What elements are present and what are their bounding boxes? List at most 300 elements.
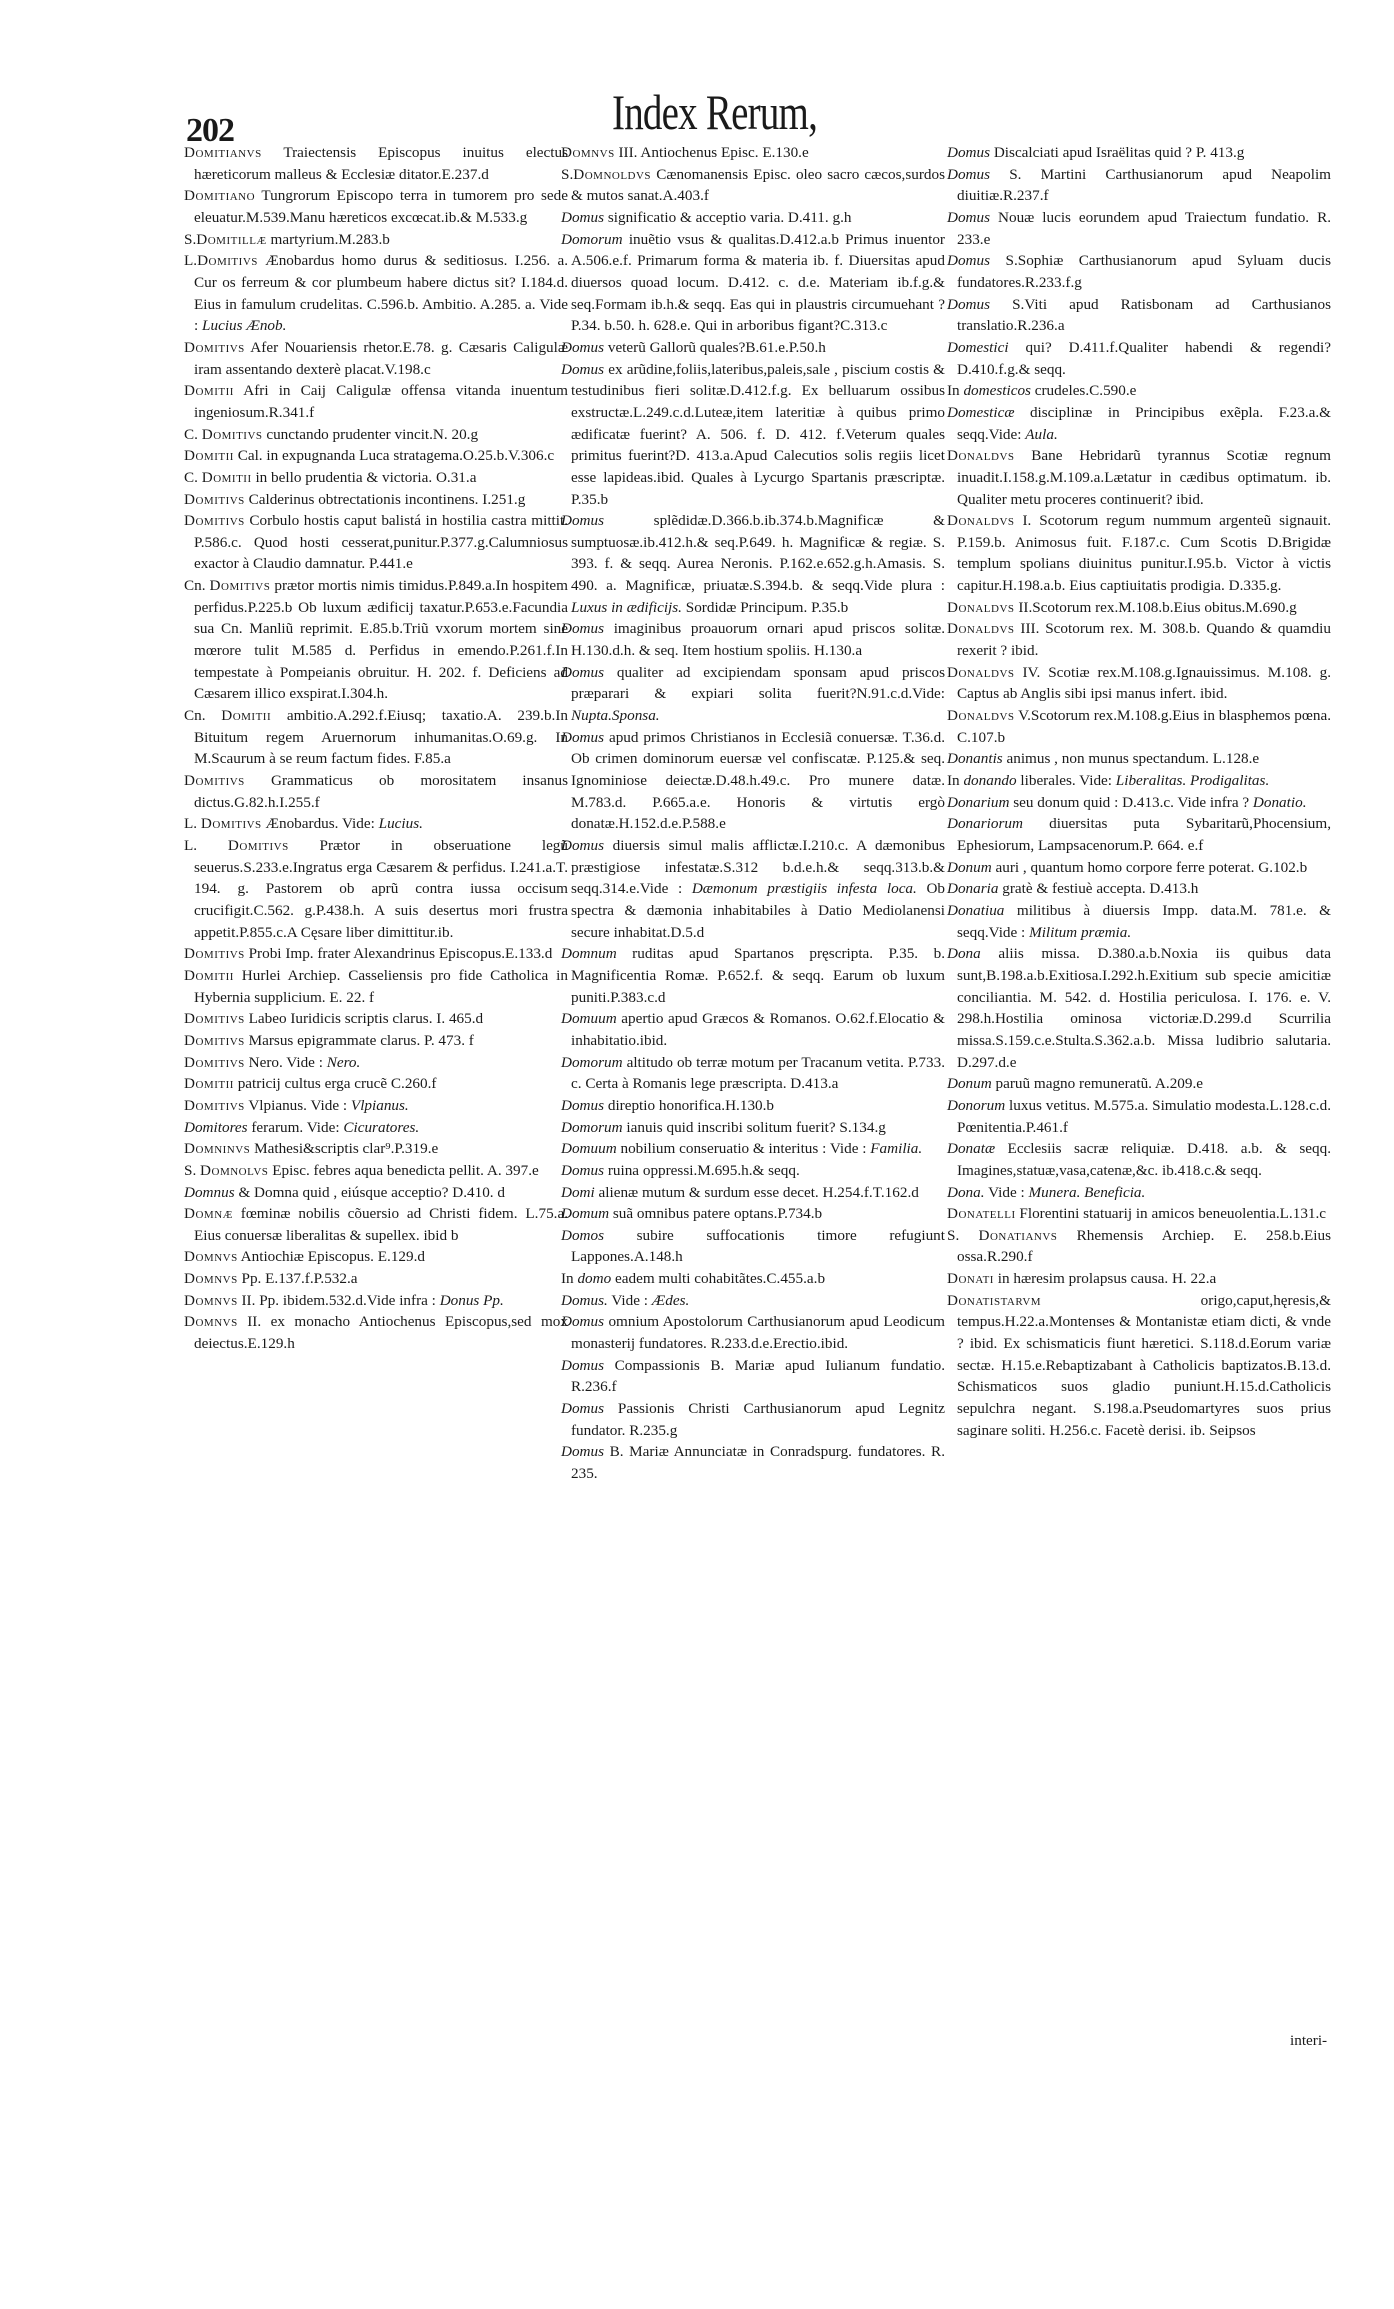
entry-text: Ecclesiis sacræ reliquiæ. D.418. a.b. & seqq. Imagines,statuæ,vasa,catenæ,&c. ib.418.c.& seqq. [957, 1140, 1331, 1179]
entry-headword: Domus [561, 620, 605, 638]
entry-text: qualiter ad excipiendam sponsam apud priscos præparari & expiari solita fuerit?N.91.c.d.Vide: [571, 663, 945, 703]
entry-headword: Domitivs [201, 425, 263, 443]
entry-cross-reference: Cicuratores. [343, 1118, 420, 1136]
entry-text: martyrium.M.283.b [266, 230, 390, 248]
entry-headword: Donantis [947, 750, 1003, 768]
entry-text: S. [184, 230, 197, 248]
entry-text: significatio & acceptio varia. D.411. g.h [604, 208, 852, 226]
index-entry [947, 857, 1331, 879]
entry-headword: Domus [561, 208, 605, 226]
index-entry [947, 1203, 1331, 1225]
entry-headword: Domitivs [184, 1053, 245, 1071]
entry-headword: Donaldvs [947, 512, 1015, 530]
index-entry [561, 618, 945, 661]
entry-text: In [947, 772, 964, 790]
entry-headword: Donum [947, 1075, 992, 1093]
entry-text: III. Scotorum rex. M. 308.b. Quando & quamdiu rexerit ? ibid. [957, 620, 1331, 660]
index-entry [561, 1117, 945, 1139]
entry-headword: Domus [561, 728, 605, 746]
entry-text: Ob spectra & dæmonia inhabitabiles à Datio Mediolanensi secure inhabitat.D.5.d [571, 880, 945, 941]
index-entry [947, 402, 1331, 445]
index-entry [184, 705, 568, 770]
entry-headword: Domnvs [184, 1313, 238, 1331]
entry-text: cunctando prudenter vincit.N. 20.g [262, 425, 479, 443]
index-entry [947, 510, 1331, 597]
entry-text: luxus vetitus. M.575.a. Simulatio modesta.L.128.c.d. Pœnitentia.P.461.f [957, 1096, 1331, 1136]
index-entry [947, 337, 1331, 380]
entry-text: ianuis quid inscribi solitum fuerit? S.134.g [622, 1118, 886, 1136]
entry-text: ferarum. Vide: [247, 1118, 344, 1136]
index-entry [561, 1398, 945, 1441]
entry-cross-reference: Lucius. [378, 815, 423, 833]
entry-text: Traiectensis Episcopus inuitus electus hæreticorum malleus & Ecclesiæ ditator.E.237.d [194, 144, 568, 183]
entry-headword: donando [963, 772, 1017, 790]
index-entry [184, 1160, 568, 1182]
entry-headword: Domitii [184, 966, 234, 984]
entry-headword: Domitivs [184, 512, 245, 530]
entry-text: Marsus epigrammate clarus. P. 473. f [244, 1031, 474, 1049]
entry-headword: domo [577, 1270, 612, 1288]
index-entry [184, 835, 568, 943]
index-entry [184, 380, 568, 423]
entry-text: crudeles.C.590.e [1030, 382, 1137, 400]
entry-text: Florentini statuarij in amicos beneuolentia.L.131.c [1015, 1205, 1327, 1223]
entry-headword: Domus [947, 165, 991, 183]
entry-headword: Domitivs [184, 772, 245, 790]
entry-headword: Domus [561, 1400, 605, 1418]
entry-headword: Domitivs [197, 252, 258, 270]
index-entry [561, 1441, 945, 1484]
entry-headword: Domitii [184, 382, 234, 400]
entry-headword: Domnum [561, 945, 617, 963]
index-entry [184, 250, 568, 337]
index-column-1 [184, 142, 568, 1355]
entry-text: splẽdidæ.D.366.b.ib.374.b.Magnificæ & sumptuosæ.ib.412.h.& seq.P.649. h. Magnificæ & regiæ. S. 393. f. & seqq. Aurea Neronis. P.162.e.652.g.h.Amasis. S. 490. a. Magnificæ, priuatæ.S.394.b. & seqq.Vide plura : [571, 512, 945, 595]
entry-text: Afri in Caij Caligulæ offensa vitanda inuentum ingeniosum.R.341.f [194, 382, 568, 421]
index-entry [561, 662, 945, 727]
entry-headword: Donaldvs [947, 620, 1015, 638]
entry-headword: Domnvs [184, 1270, 238, 1288]
entry-headword: Domi [561, 1183, 595, 1201]
entry-text: In [561, 1270, 578, 1288]
entry-headword: Domus. [561, 1291, 608, 1309]
entry-text: & Domna quid , eiúsque acceptio? D.410. d [234, 1183, 505, 1201]
entry-text: fœminæ nobilis cõuersio ad Christi fidem. L.75.a. Eius conuersæ liberalitas & supellex. ibid b [194, 1205, 568, 1244]
index-entry [947, 662, 1331, 705]
entry-text: S.Viti apud Ratisbonam ad Carthusianos translatio.R.236.a [957, 295, 1331, 335]
index-entry [947, 705, 1331, 748]
entry-text: paruũ magno remuneratũ. A.209.e [991, 1075, 1204, 1093]
entry-text: Corbulo hostis caput balistá in hostilia castra mittit. P.586.c. Quod hosti cesserat,punitur.P.377.g.Calumniosus exactor à Claudio damnatur. P.441.e [194, 512, 568, 573]
entry-text: III. Antiochenus Episc. E.130.e [614, 144, 809, 161]
index-entry [561, 727, 945, 835]
entry-headword: Domitii [201, 468, 252, 486]
entry-text: Nero. Vide : [244, 1053, 327, 1071]
entry-headword: Domitivs [184, 1031, 245, 1049]
entry-headword: Domus [947, 144, 991, 161]
index-entry [947, 1073, 1331, 1095]
index-entry [184, 467, 568, 489]
entry-headword: Domum [561, 1205, 610, 1223]
index-entry [184, 142, 568, 185]
entry-text: Prætor in obseruatione legũ seuerus.S.233.e.Ingratus erga Cæsarem & perfidus. I.241.a.T. 194. g. Pastorem ob aprũ contra iussa occisum crucifigit.C.562. g.P.438.h. A suis desertus mori frustra appetit.P.855.c.A Cęsare liber dimittitur.ib. [194, 837, 568, 941]
index-entry [184, 1008, 568, 1030]
entry-headword: Domitivs [184, 1096, 245, 1114]
entry-text: Passionis Christi Carthusianorum apud Legnitz fundator. R.235.g [571, 1400, 945, 1439]
index-entry [184, 1052, 568, 1074]
entry-text: S. Martini Carthusianorum apud Neapolim diuitiæ.R.237.f [957, 165, 1331, 205]
index-entry [947, 380, 1331, 402]
entry-headword: Dona [947, 945, 981, 963]
entry-headword: Domnvs [184, 1291, 238, 1309]
entry-text: II. ex monacho Antiochenus Episcopus,sed mox deiectus.E.129.h [194, 1313, 568, 1353]
entry-headword: Domnus [184, 1183, 235, 1201]
entry-headword: Domus [561, 1161, 605, 1179]
index-entry [184, 424, 568, 446]
index-entry [561, 1138, 945, 1160]
entry-headword: Domitivs [184, 490, 245, 508]
entry-cross-reference: Luxus in ædificijs. [571, 598, 682, 616]
entry-headword: Donarium [947, 793, 1010, 811]
entry-text: omnium Apostolorum Carthusianorum apud Leodicum monasterij fundatores. R.233.d.e.Erectio.ibid. [571, 1313, 945, 1353]
index-entry [947, 943, 1331, 1073]
entry-headword: Domus [561, 1096, 605, 1114]
entry-headword: Domitii [184, 1075, 234, 1093]
entry-text: L. [184, 252, 198, 270]
entry-text: Ænobardus. Vide: [261, 815, 379, 833]
entry-text: eadem multi cohabitãtes.C.455.a.b [611, 1270, 826, 1288]
index-entry [184, 445, 568, 467]
index-entry [184, 943, 568, 965]
entry-text: animus , non munus spectandum. L.128.e [1002, 750, 1260, 768]
entry-cross-reference: Dæmonum præstigiis infesta loca. [691, 880, 917, 898]
entry-headword: Domus [561, 512, 605, 530]
index-entry [561, 510, 945, 618]
entry-text: in bello prudentia & victoria. O.31.a [251, 468, 477, 486]
index-entry [561, 229, 945, 337]
entry-cross-reference: Militum præmia. [1029, 923, 1132, 941]
index-column-2 [561, 142, 945, 1485]
index-entry [561, 1268, 945, 1290]
entry-text: Pp. E.137.f.P.532.a [237, 1270, 358, 1288]
index-entry [947, 1138, 1331, 1181]
entry-text: V.Scotorum rex.M.108.g.Eius in blasphemos pœna. C.107.b [957, 707, 1331, 746]
entry-headword: Domuum [561, 1010, 617, 1028]
entry-text: alienæ mutum & surdum esse decet. H.254.f.T.162.d [594, 1183, 919, 1201]
entry-text: In [947, 382, 964, 400]
index-entry [947, 207, 1331, 250]
entry-text: aliis missa. D.380.a.b.Noxia iis quibus data sunt,B.198.a.b.Exitiosa.I.292.h.Exitium sub specie amicitiæ conciliantia. M. 542. d. Hostilia periculosa. I. 176. e. V. 298.h.Hostilia ominosa victoriæ.D.299.d Scurrilia missa.S.159.c.e.Stulta.S.362.a.b. Missa ludibrio salutaria. D.297.d.e [957, 945, 1331, 1071]
entry-headword: Domitii [184, 447, 234, 465]
entry-text: diuersitas puta Sybaritarũ,Phocensium, Ephesiorum, Lampsacenorum.P. 664. e.f [957, 815, 1331, 854]
entry-headword: Domitivs [200, 815, 262, 833]
index-entry [561, 142, 945, 164]
index-entry [184, 1203, 568, 1246]
entry-text: Vide : [607, 1291, 652, 1309]
index-column-3 [947, 142, 1331, 1441]
entry-cross-reference: Donus Pp. [439, 1291, 504, 1309]
entry-text: S. [947, 1226, 979, 1244]
index-entry [561, 835, 945, 943]
index-entry [947, 1290, 1331, 1442]
entry-text: suã omnibus patere optans.P.734.b [609, 1205, 823, 1223]
index-entry [561, 337, 945, 359]
index-entry [184, 1138, 568, 1160]
entry-headword: Domitianvs [184, 144, 262, 161]
index-entry [947, 878, 1331, 900]
entry-text: C. [184, 468, 202, 486]
entry-text: apud primos Christianos in Ecclesiã conuersæ. T.36.d. Ob crimen dominorum euersæ vel confiscatæ. P.125.& seq. Ignominiose deiectæ.D.48.h.49.c. Pro munere datæ. M.783.d. P.665.a.e. Honoris & virtutis ergò donatæ.H.152.d.e.P.588.e [571, 728, 945, 833]
entry-headword: Donaldvs [947, 663, 1015, 681]
index-entry [561, 1160, 945, 1182]
entry-headword: Domus [947, 208, 991, 226]
index-entry [561, 1290, 945, 1312]
entry-text: gratè & festiuè accepta. D.413.h [998, 880, 1199, 898]
entry-cross-reference: Aula. [1025, 425, 1058, 443]
entry-headword: Domitillæ [196, 230, 267, 248]
entry-headword: Domus [947, 295, 991, 313]
entry-headword: Domnvs [561, 144, 615, 161]
entry-text: disciplinæ in Principibus exẽpla. F.23.a.& seqq.Vide: [957, 403, 1331, 443]
entry-text: I. Scotorum regum nummum argenteũ signauit. P.159.b. Animosus fuit. F.187.c. Cum Scotis D.Brigidæ templum spolians diuinitus punitur.I.95.b. Victor à victis capitur.H.198.a.b. Eius captiuitatis prodigia. D.335.g. [957, 512, 1331, 595]
entry-cross-reference: Ædes. [651, 1291, 690, 1309]
index-entry [184, 1030, 568, 1052]
entry-headword: Domitivs [227, 837, 289, 854]
entry-cross-reference: Liberalitas. Prodigalitas. [1115, 772, 1270, 790]
entry-headword: Domus [561, 1443, 605, 1461]
index-entry [947, 1182, 1331, 1204]
index-entry [184, 1073, 568, 1095]
entry-text: Cn. [184, 707, 222, 725]
entry-text: ruditas apud Spartanos pręscripta. P.35. b. Magnificentia Romæ. P.652.f. & seqq. Earum ob luxum puniti.P.383.c.d [571, 945, 945, 1006]
index-entry [947, 748, 1331, 770]
entry-text: Probi Imp. frater Alexandrinus Episcopus.E.133.d [244, 945, 553, 963]
entry-headword: Domesticæ [947, 403, 1015, 421]
entry-text: Cal. in expugnanda Luca stratagema.O.25.b.V.306.c [233, 447, 555, 465]
entry-text: subire suffocationis timore refugiunt Lappones.A.148.h [571, 1226, 945, 1266]
entry-text: imaginibus proauorum ornari apud priscos solitæ. H.130.d.h. & seq. Item hostium spoliis. H.130.a [571, 620, 945, 660]
index-entry [184, 1268, 568, 1290]
entry-headword: Domus [561, 663, 605, 681]
entry-headword: Donatæ [947, 1140, 996, 1158]
entry-text: ambitio.A.292.f.Eiusq; taxatio.A. 239.b.In Bituitum regem Aruernorum inhumanitas.O.69.g. In M.Scaurum à se reum factum fides. F.85.a [194, 707, 568, 768]
entry-text: ruina oppressi.M.695.h.& seqq. [604, 1161, 800, 1179]
entry-text: apertio apud Græcos & Romanos. O.62.f.Elocatio & inhabitatio.ibid. [571, 1010, 945, 1049]
entry-headword: Domitivs [184, 945, 245, 963]
index-entry [184, 575, 568, 705]
index-entry [947, 1095, 1331, 1138]
entry-cross-reference: Munera. Beneficia. [1028, 1183, 1146, 1201]
entry-headword: Donati [947, 1270, 994, 1288]
index-entry [184, 1095, 568, 1117]
entry-headword: Domitiano [184, 187, 256, 205]
index-entry [184, 1117, 568, 1139]
entry-text: Mathesi&scriptis clar⁹.P.319.e [250, 1140, 439, 1158]
index-entry [947, 142, 1331, 164]
entry-headword: Donariorum [947, 815, 1023, 833]
entry-text: prætor mortis nimis timidus.P.849.a.In hospitem perfidus.P.225.b Ob luxum ædificij taxatur.P.653.e.Facundia sua Cn. Manliũ reprimit. E.85.b.Triũ vxorum mortem sine mœrore tulit M.585 d. Perfidus in emendo.P.261.f.In tempestate à Pompeianis obruitur. H. 202. f. Deficiens ad Cæsarem illico exspirat.I.304.h. [194, 577, 568, 703]
entry-cross-reference: Vlpianus. [350, 1096, 409, 1114]
index-entry [561, 1203, 945, 1225]
entry-headword: Domnolvs [200, 1161, 269, 1179]
entry-text: ex arũdine,foliis,lateribus,paleis,sale , piscium costis & testudinibus fieri solitæ.D.412.f.g. Ex belluarum ossibus exstructæ.L.249.c.d.Luteæ,item lateritiæ à quibus primo ædificatæ fuerint? A. 506. f. D. 412. f.Veterum quales primitus fuerint?D. 413.a.Apud Calecutios solis regiis licet esse lapideas.ibid. Quales à Lycurgo Spartanis præscriptæ. P.35.b [571, 360, 945, 508]
index-entry [184, 337, 568, 380]
entry-text: Afer Nouariensis rhetor.E.78. g. Cæsaris Caligulæ iram assentando dexterè placat.V.198.c [194, 338, 568, 378]
index-entry [561, 1311, 945, 1354]
entry-text: II.Scotorum rex.M.108.b.Eius obitus.M.690.g [1014, 598, 1297, 616]
entry-headword: Domitores [184, 1118, 248, 1136]
entry-text: Compassionis B. Mariæ apud Iulianum fundatio. R.236.f [571, 1356, 945, 1396]
index-entry [561, 943, 945, 1008]
entry-text: Labeo Iuridicis scriptis clarus. I. 465.d [244, 1010, 484, 1028]
entry-text: S. [561, 165, 574, 183]
entry-text: Episc. febres aqua benedicta pellit. A. 397.e [268, 1161, 539, 1179]
index-entry [184, 770, 568, 813]
entry-text: Cænomanensis Episc. oleo sacro cæcos,surdos & mutos sanat.A.403.f [571, 165, 945, 205]
entry-text: liberales. Vide: [1016, 772, 1116, 790]
entry-text: auri , quantum homo corpore ferre poterat. G.102.b [991, 858, 1308, 876]
index-entry [947, 597, 1331, 619]
index-entry [947, 770, 1331, 792]
entry-text: Hurlei Archiep. Casseliensis pro fide Catholica in Hybernia supplicium. E. 22. f [194, 966, 568, 1006]
entry-text: in hæresim prolapsus causa. H. 22.a [993, 1270, 1217, 1288]
index-entry [184, 1311, 568, 1354]
entry-headword: Domus [947, 252, 991, 270]
entry-text: Rhemensis Archiep. E. 258.b.Eius ossa.R.290.f [957, 1226, 1331, 1266]
entry-headword: Dona. [947, 1183, 985, 1201]
catchword: interi- [1290, 2032, 1328, 2049]
index-entry [947, 813, 1331, 856]
index-entry [947, 792, 1331, 814]
index-entry [561, 164, 945, 207]
entry-headword: Domus [561, 338, 605, 356]
index-entry [184, 1182, 568, 1204]
entry-text: altitudo ob terræ motum per Tracanum vetita. P.733. c. Certa à Romanis lege præscripta. D.413.a [571, 1053, 945, 1093]
entry-text: patricij cultus erga crucẽ C.260.f [233, 1075, 437, 1093]
entry-headword: Domestici [947, 338, 1009, 356]
index-entry [561, 1008, 945, 1051]
entry-headword: Domitivs [209, 577, 271, 595]
entry-headword: Donatianvs [978, 1226, 1058, 1244]
index-entry [561, 1095, 945, 1117]
entry-text: IV. Scotiæ rex.M.108.g.Ignauissimus. M.108. g. Captus ab Anglis sibi ipsi manus infert. ibid. [957, 663, 1331, 703]
entry-text: S.Sophiæ Carthusianorum apud Syluam ducis fundatores.R.233.f.g [957, 252, 1331, 291]
entry-headword: Domorum [561, 230, 623, 248]
entry-text: Vide : [984, 1183, 1029, 1201]
index-entry [184, 813, 568, 835]
entry-text: diuersis simul malis afflictæ.I.210.c. A dæmonibus præstigiose infestatæ.S.312 b.d.e.h.& seqq.313.b.& seqq.314.e.Vide : [571, 837, 945, 898]
entry-headword: Domuum [561, 1140, 617, 1158]
entry-text: Bane Hebridarũ tyrannus Scotiæ regnum inuadit.I.158.g.M.109.a.Lætatur in cædibus optimatum. ib. Qualiter metu proceres continuerit? ibid. [957, 447, 1331, 508]
entry-text: seu donum quid : D.413.c. Vide infra ? [1009, 793, 1253, 811]
running-title: Index Rerum, [612, 84, 818, 140]
entry-headword: Domus [561, 360, 605, 378]
index-entry [947, 294, 1331, 337]
index-entry [561, 1355, 945, 1398]
index-entry [561, 207, 945, 229]
entry-text: veterũ Gallorũ quales?B.61.e.P.50.h [604, 338, 826, 356]
entry-headword: Donaldvs [947, 707, 1015, 725]
index-entry [561, 1182, 945, 1204]
page-number: 202 [186, 112, 234, 149]
entry-headword: Domus [561, 1356, 605, 1374]
entry-text: Calderinus obtrectationis incontinens. I.251.g [244, 490, 526, 508]
entry-text: Vlpianus. Vide : [244, 1096, 351, 1114]
entry-text: S. [184, 1161, 201, 1179]
entry-headword: Donatiua [947, 901, 1005, 919]
entry-text: Tungrorum Episcopo terra in tumorem pro sede eleuatur.M.539.Manu hæreticos excœcat.ib.& M.533.g [194, 187, 568, 226]
entry-headword: Donorum [947, 1096, 1006, 1114]
index-entry [184, 1246, 568, 1268]
entry-text: nobilium conseruatio & interitus : Vide : [616, 1140, 871, 1158]
entry-cross-reference: Familia. [870, 1140, 923, 1158]
index-entry [947, 250, 1331, 293]
index-entry [184, 229, 568, 251]
entry-text: militibus à diuersis Impp. data.M. 781.e. & seqq.Vide : [957, 901, 1331, 941]
entry-headword: Domorum [561, 1118, 623, 1136]
index-entry [947, 1225, 1331, 1268]
entry-text: C. [184, 425, 202, 443]
entry-cross-reference: Lucius Ænob. [202, 317, 287, 335]
entry-headword: Donatelli [947, 1205, 1016, 1223]
entry-cross-reference: Donatio. [1252, 793, 1307, 811]
entry-text: Ænobardus homo durus & seditiosus. I.256. a. Cur os ferreum & cor plumbeum habere dictus sit? I.184.d. Eius in famulum crudelitas. C.596.b. Ambitio. A.285. a. Vide : [194, 252, 568, 335]
entry-headword: Donum [947, 858, 992, 876]
entry-headword: Domnoldvs [573, 165, 652, 183]
entry-headword: Donaldvs [947, 598, 1015, 616]
index-entry [184, 965, 568, 1008]
index-entry [947, 618, 1331, 661]
entry-text: Antiochiæ Episcopus. E.129.d [237, 1248, 426, 1266]
entry-text: Cn. [184, 577, 210, 595]
entry-headword: Domorum [561, 1053, 623, 1071]
entry-headword: Domos [561, 1226, 605, 1244]
index-entry [947, 1268, 1331, 1290]
index-entry [947, 164, 1331, 207]
index-entry [561, 1052, 945, 1095]
entry-headword: Domitivs [184, 338, 245, 356]
entry-text: L. [184, 815, 201, 833]
index-entry [947, 900, 1331, 943]
index-entry [561, 1225, 945, 1268]
entry-headword: Domitii [221, 707, 272, 725]
entry-headword: Domninvs [184, 1140, 251, 1158]
index-entry [947, 445, 1331, 510]
entry-text: qui? D.411.f.Qualiter habendi & regendi? D.410.f.g.& seqq. [957, 338, 1331, 378]
entry-cross-reference: Nero. [326, 1053, 361, 1071]
entry-headword: Domus [561, 1313, 605, 1331]
entry-headword: Donaldvs [947, 447, 1015, 465]
entry-text: B. Mariæ Annunciatæ in Conradspurg. fundatores. R. 235. [571, 1443, 945, 1483]
entry-headword: Domus [561, 837, 605, 854]
entry-text: Nouæ lucis eorundem apud Traiectum fundatio. R. 233.e [957, 208, 1331, 248]
entry-headword: Domnvs [184, 1248, 238, 1266]
entry-text: II. Pp. ibidem.532.d.Vide infra : [237, 1291, 440, 1309]
entry-headword: Domnæ [184, 1205, 233, 1223]
entry-headword: Donaria [947, 880, 999, 898]
entry-text: origo,caput,hęresis,& tempus.H.22.a.Montenses & Montanistæ etiam dicti, & vnde ? ibid. Ex schismaticis fiunt hæretici. S.118.d.Eorum variæ sectæ. H.15.e.Rebaptizabant à Catholicis baptizatos.B.13.d. Schismaticos suos gladio puniunt.H.15.d.Catholicis sepulchra negant. S.198.a.Pseudomartyres suos prius saginare soliti. H.256.c. Facetè derisi. ib. Seipsos [957, 1291, 1331, 1439]
index-entry [561, 359, 945, 511]
entry-text: direptio honorifica.H.130.b [604, 1096, 775, 1114]
entry-cross-reference: Nupta.Sponsa. [571, 707, 660, 725]
index-entry [184, 489, 568, 511]
entry-text: inuẽtio vsus & qualitas.D.412.a.b Primus inuentor A.506.e.f. Primarum forma & materia ib. f. Diuersitas apud diuersos quoad locum. D.412. c. d.e. Materiam ib.f.g.& seq.Formam ib.h.& seqq. Eas qui in plaustris circumuehant ? P.34. b.50. h. 628.e. Qui in arboribus figant?C.313.c [571, 230, 945, 335]
index-entry [184, 1290, 568, 1312]
entry-headword: Donatistarvm [947, 1291, 1042, 1309]
entry-headword: Domitivs [184, 1010, 245, 1028]
index-entry [184, 510, 568, 575]
entry-text: L. [184, 837, 228, 854]
